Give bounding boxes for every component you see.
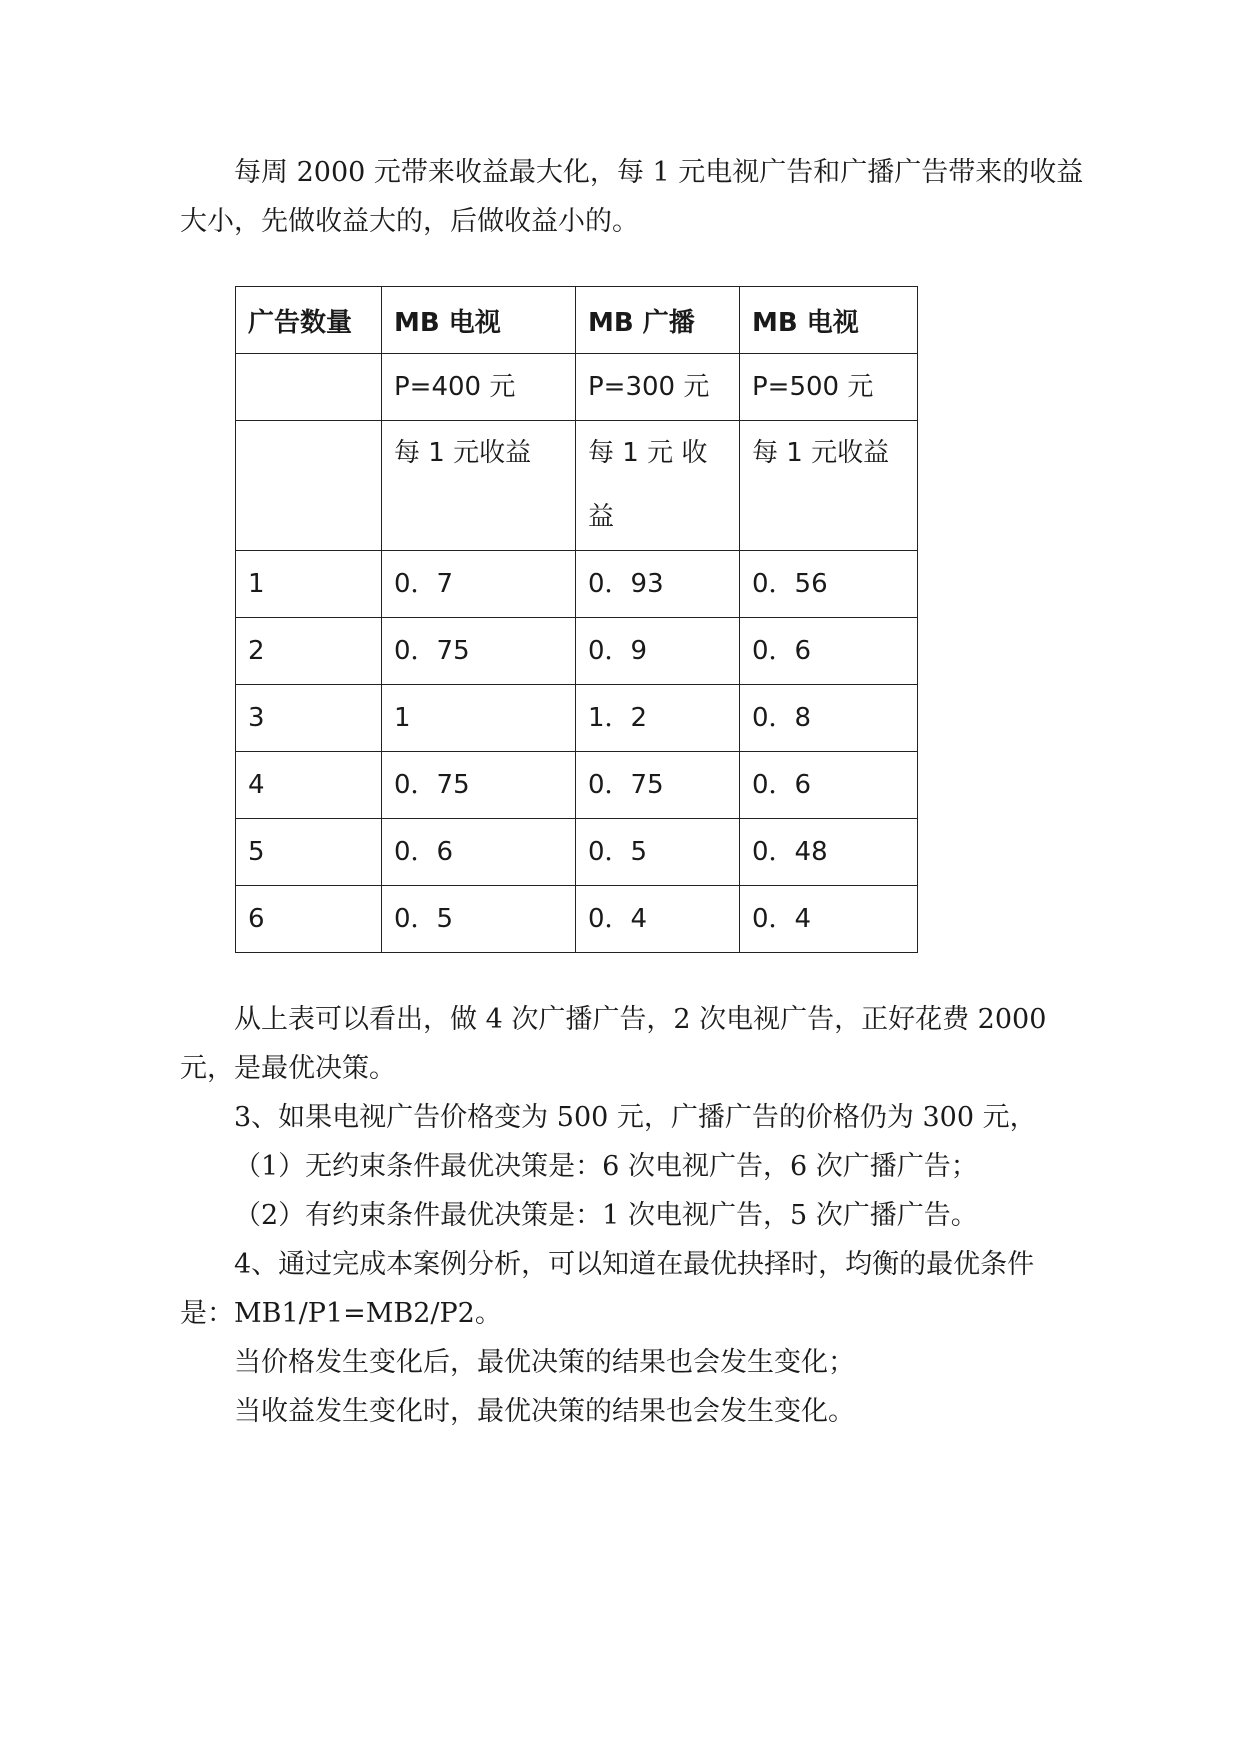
table-cell: 0．56 [740,551,918,618]
price-cell [236,354,382,421]
price-cell: P=400 元 [382,354,576,421]
table-cell: 1 [382,685,576,752]
table-header-row [236,287,918,354]
header-cell: MB 电视 [740,287,918,354]
table-row [236,752,918,819]
table-cell: 0．4 [740,886,918,953]
header-cell: 广告数量 [236,287,382,354]
item-4: 4、通过完成本案例分析，可以知道在最优抉择时，均衡的最优条件是：MB1/P1=MB2/P2。 [180,1249,1035,1329]
table-cell: 0．48 [740,819,918,886]
price-cell: P=300 元 [576,354,740,421]
intro-paragraph: 每周 2000 元带来收益最大化，每 1 元电视广告和广播广告带来的收益大小，先做收益大的，后做收益小的。 [180,157,1084,237]
note-benefit-change: 当收益发生变化时，最优决策的结果也会发生变化。 [234,1396,855,1427]
item-3-1: （1）无约束条件最优决策是：6 次电视广告，6 次广播广告； [234,1151,978,1182]
header-cell: MB 电视 [382,287,576,354]
table-row [236,618,918,685]
unit-cell: 每 1 元收益 [382,421,576,551]
table-cell: 3 [236,685,382,752]
header-cell: MB 广播 [576,287,740,354]
item-3: 3、如果电视广告价格变为 500 元，广播广告的价格仍为 300 元， [234,1102,1037,1133]
item-3-2: （2）有约束条件最优决策是：1 次电视广告，5 次广播广告。 [234,1200,978,1231]
table-cell: 0．8 [740,685,918,752]
table-cell: 1 [236,551,382,618]
unit-cell [236,421,382,551]
table-row [236,886,918,953]
table-cell: 0．75 [382,618,576,685]
unit-cell: 每 1 元 收益 [576,421,740,551]
table-row [236,551,918,618]
note-price-change: 当价格发生变化后，最优决策的结果也会发生变化； [234,1347,855,1378]
price-cell: P=500 元 [740,354,918,421]
unit-cell: 每 1 元收益 [740,421,918,551]
table-row [236,819,918,886]
conclusion-paragraph: 从上表可以看出，做 4 次广播广告，2 次电视广告，正好花费 2000 元，是最优决策。 [180,1004,1047,1084]
table-row [236,685,918,752]
table-cell: 0．5 [576,819,740,886]
price-row [236,354,918,421]
table-cell: 0．93 [576,551,740,618]
table-cell: 5 [236,819,382,886]
unit-row [236,421,918,551]
marginal-benefit-table [235,286,918,953]
table-cell: 2 [236,618,382,685]
table-cell: 0．9 [576,618,740,685]
table-cell: 0．7 [382,551,576,618]
table-cell: 0．5 [382,886,576,953]
table-cell: 0．75 [576,752,740,819]
table-cell: 0．4 [576,886,740,953]
table-cell: 0．6 [382,819,576,886]
table-cell: 4 [236,752,382,819]
table-cell: 6 [236,886,382,953]
table-cell: 0．6 [740,752,918,819]
table-cell: 0．75 [382,752,576,819]
table-cell: 0．6 [740,618,918,685]
table-cell: 1．2 [576,685,740,752]
